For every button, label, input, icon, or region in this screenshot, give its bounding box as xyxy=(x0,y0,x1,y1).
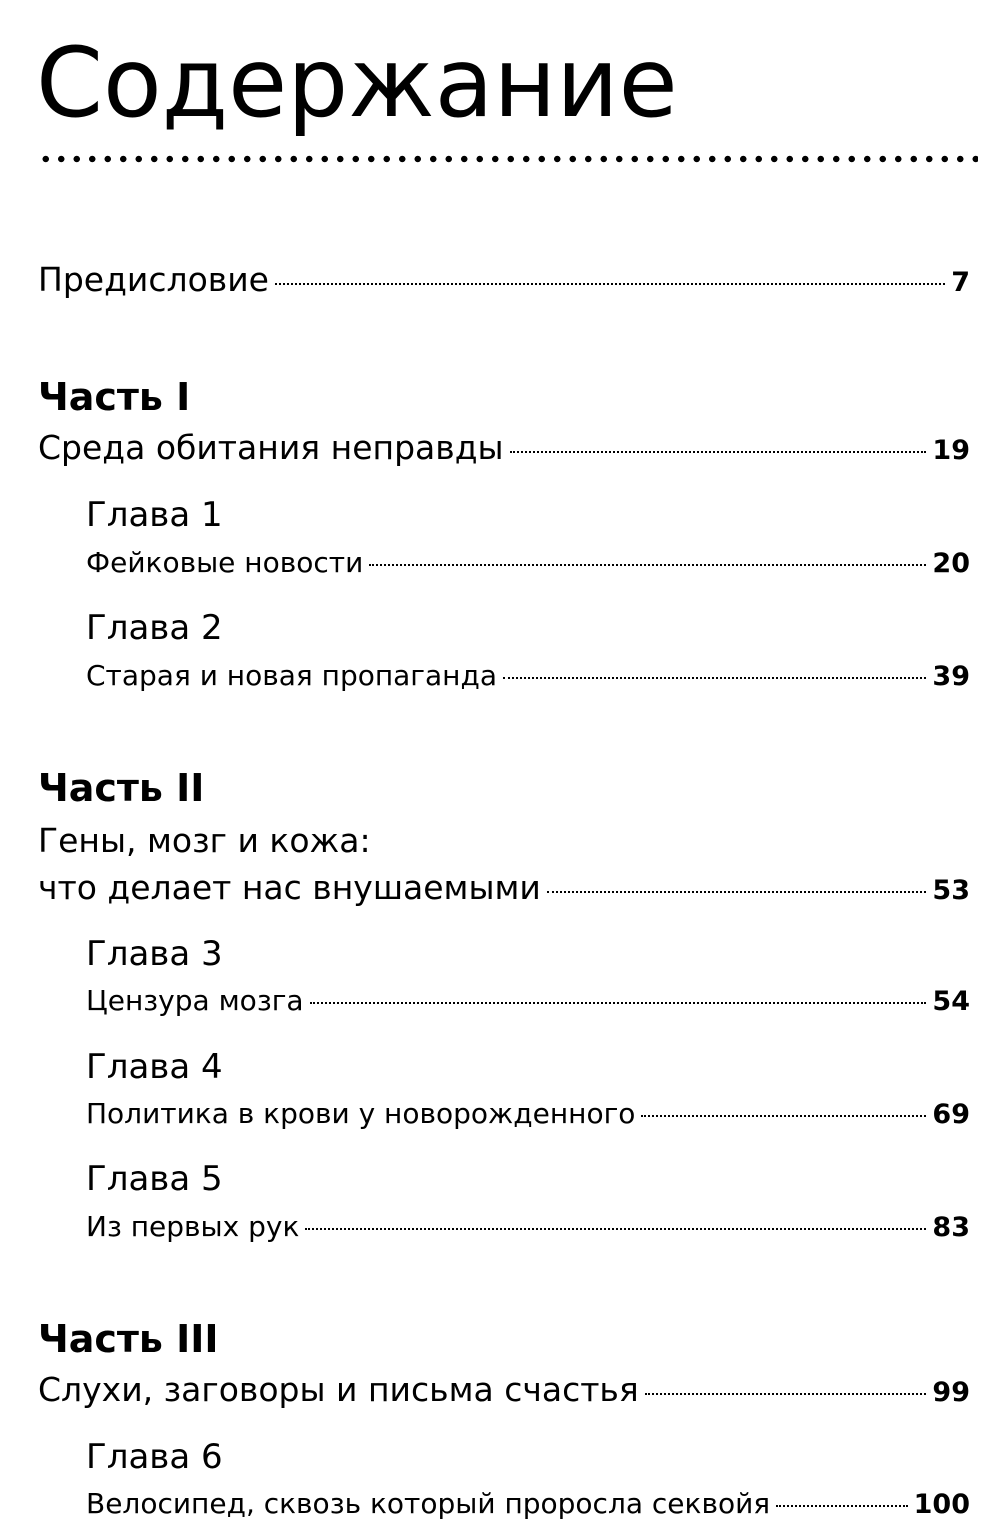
toc-entry-chapter-6[interactable] xyxy=(86,1487,970,1520)
dot-leader xyxy=(645,1393,927,1395)
dot-leader xyxy=(369,564,926,566)
toc-entry-title: Слухи, заговоры и письма счастья xyxy=(38,1370,639,1409)
chapter-label: Глава 6 xyxy=(86,1437,223,1477)
toc-page-number: 54 xyxy=(932,986,970,1017)
chapter-label: Глава 1 xyxy=(86,495,223,535)
toc-entry-chapter-4[interactable] xyxy=(86,1097,970,1130)
toc-entry-part-2[interactable] xyxy=(38,868,970,907)
toc-entry-chapter-2[interactable] xyxy=(86,659,970,692)
chapter-label: Глава 5 xyxy=(86,1159,223,1199)
dot-leader xyxy=(305,1228,926,1230)
toc-page-number: 53 xyxy=(932,875,970,906)
toc-entry-part-1[interactable] xyxy=(38,428,970,467)
toc-entry-chapter-3[interactable] xyxy=(86,984,970,1017)
toc-entry-title: Старая и новая пропаганда xyxy=(86,659,498,692)
dot-leader xyxy=(776,1505,908,1507)
part-label: Часть II xyxy=(38,766,205,810)
toc-entry-title: Из первых рук xyxy=(86,1210,300,1243)
toc-entry-title: Среда обитания неправды xyxy=(38,428,504,467)
part-label: Часть III xyxy=(38,1317,219,1361)
toc-entry-title: Предисловие xyxy=(38,260,269,299)
toc-entry-title: Политика в крови у новорожденного xyxy=(86,1097,636,1130)
toc-entry-title: Велосипед, сквозь который проросла секвойя xyxy=(86,1487,771,1520)
toc-page-number: 20 xyxy=(932,548,970,579)
toc-page-number: 100 xyxy=(913,1489,970,1520)
chapter-label: Глава 4 xyxy=(86,1047,223,1087)
part-title-line: Гены, мозг и кожа: xyxy=(38,821,371,860)
toc-page-number: 39 xyxy=(932,661,970,692)
toc-entry-title: что делает нас внушаемыми xyxy=(38,868,541,907)
dotted-divider xyxy=(38,154,978,164)
dot-leader xyxy=(641,1115,926,1117)
toc-entry-part-3[interactable] xyxy=(38,1370,970,1409)
toc-page-number: 99 xyxy=(932,1377,970,1408)
toc-page-number: 19 xyxy=(932,435,970,466)
dot-leader xyxy=(510,451,927,453)
page-title: Содержание xyxy=(36,27,678,139)
dot-leader xyxy=(503,677,926,679)
dot-leader xyxy=(275,283,945,285)
toc-page-number: 83 xyxy=(932,1212,970,1243)
toc-entry-preface[interactable] xyxy=(38,260,970,299)
toc-entry-chapter-1[interactable] xyxy=(86,546,970,579)
chapter-label: Глава 3 xyxy=(86,934,223,974)
toc-page-number: 69 xyxy=(932,1099,970,1130)
toc-entry-title: Фейковые новости xyxy=(86,546,364,579)
part-label: Часть I xyxy=(38,375,191,419)
toc-entry-chapter-5[interactable] xyxy=(86,1210,970,1243)
chapter-label: Глава 2 xyxy=(86,608,223,648)
dot-leader xyxy=(310,1002,927,1004)
toc-page-number: 7 xyxy=(951,267,970,298)
toc-entry-title: Цензура мозга xyxy=(86,984,304,1017)
dot-leader xyxy=(547,891,927,893)
